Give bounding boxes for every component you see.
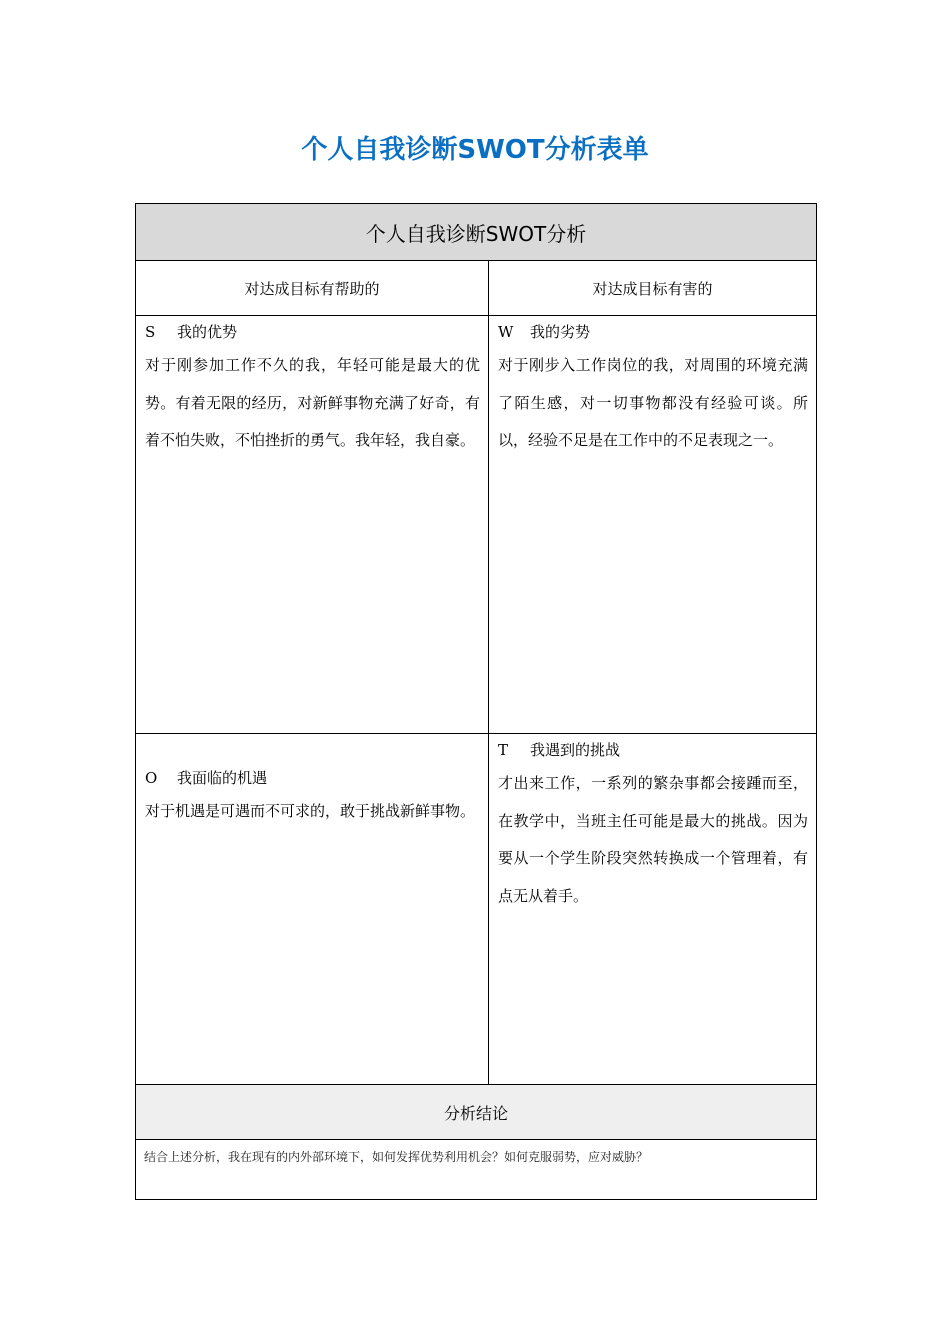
column-header-helpful: 对达成目标有帮助的: [136, 261, 489, 316]
opportunities-letter: O: [145, 769, 158, 787]
table-title-row: [136, 204, 817, 261]
threats-text: 才出来工作，一系列的繁杂事都会接踵而至，在教学中，当班主任可能是最大的挑战。因为要从一个学生阶段突然转换成一个管理着，有点无从着手。: [498, 774, 808, 905]
strengths-heading: [145, 319, 480, 345]
conclusion-prompt: 结合上述分析，我在现有的内外部环境下，如何发挥优势利用机会？如何克服弱势，应对威胁？: [136, 1140, 817, 1200]
threats-heading: [498, 737, 808, 763]
column-header-row: [136, 261, 817, 316]
opportunities-threats-row: [136, 734, 817, 1085]
column-header-harmful: 对达成目标有害的: [489, 261, 817, 316]
conclusion-header: 分析结论: [136, 1085, 817, 1140]
opportunities-cell: [136, 734, 489, 1085]
page-title: 个人自我诊断SWOT分析表单: [301, 135, 649, 165]
threats-label: 我遇到的挑战: [530, 741, 621, 759]
opportunities-heading: [145, 765, 480, 791]
strengths-label: 我的优势: [177, 323, 238, 341]
weaknesses-text: 对于刚步入工作岗位的我，对周围的环境充满了陌生感，对一切事物都没有经验可谈。所以，经验不足是在工作中的不足表现之一。: [498, 356, 808, 449]
threats-letter: T: [498, 741, 509, 759]
weaknesses-cell: [489, 316, 817, 734]
weaknesses-letter: W: [498, 323, 514, 341]
conclusion-header-row: [136, 1085, 817, 1140]
weaknesses-heading: [498, 319, 808, 345]
strengths-letter: S: [145, 323, 156, 341]
opportunities-label: 我面临的机遇: [177, 769, 268, 787]
weaknesses-label: 我的劣势: [530, 323, 591, 341]
strengths-cell: [136, 316, 489, 734]
swot-table: [135, 203, 817, 1200]
table-header: 个人自我诊断SWOT分析: [136, 204, 817, 261]
opportunities-text: 对于机遇是可遇而不可求的，敢于挑战新鲜事物。: [145, 802, 476, 820]
threats-cell: [489, 734, 817, 1085]
strengths-weaknesses-row: [136, 316, 817, 734]
strengths-text: 对于刚参加工作不久的我，年轻可能是最大的优势。有着无限的经历，对新鲜事物充满了好奇，有着不怕失败，不怕挫折的勇气。我年轻，我自豪。: [145, 356, 480, 449]
conclusion-body-row: [136, 1140, 817, 1200]
